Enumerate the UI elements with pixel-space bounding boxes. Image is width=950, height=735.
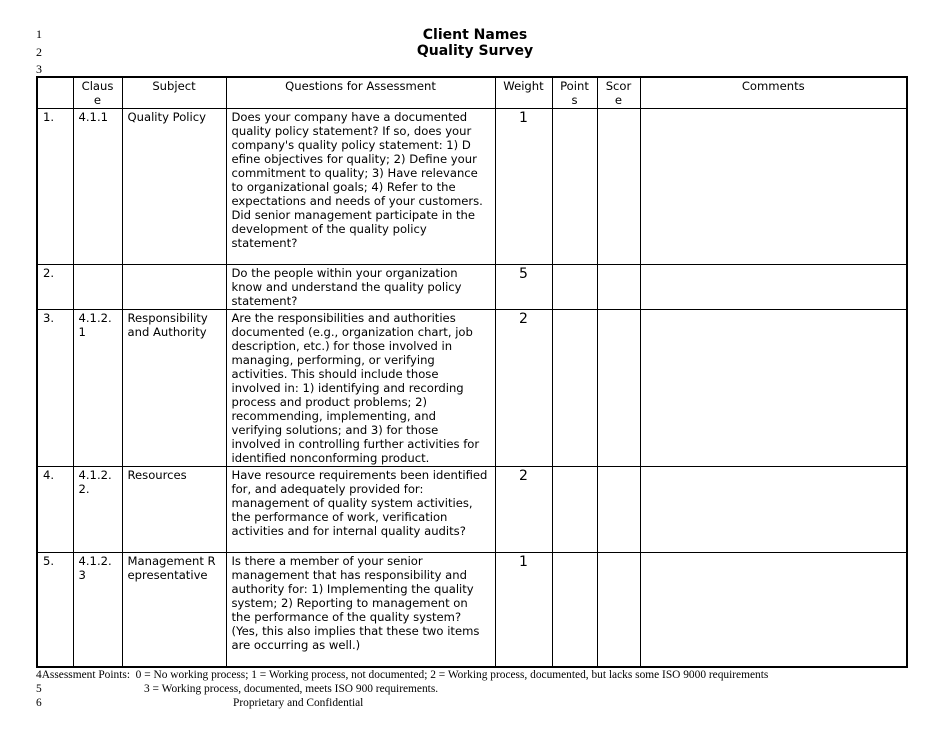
col-header-points: Points <box>552 77 597 109</box>
row-points[interactable] <box>552 467 597 553</box>
document-title: Client Names <box>422 27 528 43</box>
row-score[interactable] <box>597 310 640 467</box>
col-header-subject: Subject <box>122 77 226 109</box>
row-question: Are the responsibilities and authorities documented (e.g., organization chart, job description, etc.) for those involved in managing, performing, or verifying activities. This should include those involved in: 1) identifying and recording process and product problems; 2) recommending, implementing, and verifying solutions; and 3) for those involved in controlling further activities for identified nonconforming product. <box>226 310 495 467</box>
row-subject: Quality Policy <box>122 109 226 265</box>
row-number: 3. <box>37 310 73 467</box>
row-weight: 1 <box>495 109 552 265</box>
row-comments[interactable] <box>640 109 907 265</box>
row-weight: 1 <box>495 553 552 667</box>
row-weight: 2 <box>495 310 552 467</box>
row-subject: Management Representative <box>122 553 226 667</box>
row-score[interactable] <box>597 265 640 310</box>
row-score[interactable] <box>597 553 640 667</box>
row-comments[interactable] <box>640 265 907 310</box>
row-clause <box>73 265 122 310</box>
row-weight: 2 <box>495 467 552 553</box>
row-comments[interactable] <box>640 553 907 667</box>
col-header-number <box>37 77 73 109</box>
table-header-row <box>37 77 907 109</box>
footer-line-6 <box>36 696 364 710</box>
document-subtitle: Quality Survey <box>416 43 534 59</box>
row-points[interactable] <box>552 109 597 265</box>
line-number-2: 2 <box>36 45 42 59</box>
line-number-6: 6 <box>36 697 42 709</box>
line-number-5: 5 <box>36 683 42 695</box>
row-comments[interactable] <box>640 310 907 467</box>
footer-line-5 <box>36 682 439 696</box>
row-question: Have resource requirements been identified for, and adequately provided for: management of quality system activities, the performance of work, verification activities and for internal quality audits? <box>226 467 495 553</box>
row-number: 5. <box>37 553 73 667</box>
row-score[interactable] <box>597 109 640 265</box>
col-header-clause: Clause <box>73 77 122 109</box>
row-question: Does your company have a documented quality policy statement? If so, does your company's quality policy statement: 1) D efine objectives for quality; 2) Define your commitment to quality; 3) Have relevance to organizational goals; 4) Refer to the expectations and needs of your customers. Did senior management participate in the development of the quality policy statement? <box>226 109 495 265</box>
table-row <box>37 265 907 310</box>
row-points[interactable] <box>552 310 597 467</box>
col-header-comments: Comments <box>640 77 907 109</box>
row-question: Is there a member of your senior management that has responsibility and authority for: 1) Implementing the quality system; 2) Reporting to management on the performance of the quality system? (Yes, this also implies that these two items are occurring as well.) <box>226 553 495 667</box>
row-subject: Responsibility and Authority <box>122 310 226 467</box>
row-number: 4. <box>37 467 73 553</box>
row-points[interactable] <box>552 553 597 667</box>
confidentiality-notice: Proprietary and Confidential <box>233 697 364 709</box>
assessment-points-legend-continued: 3 = Working process, documented, meets ISO 900 requirements. <box>144 683 439 695</box>
row-clause: 4.1.1 <box>73 109 122 265</box>
table-row <box>37 310 907 467</box>
col-header-question: Questions for Assessment <box>226 77 495 109</box>
row-points[interactable] <box>552 265 597 310</box>
footer-line-4 <box>36 668 768 682</box>
col-header-score: Score <box>597 77 640 109</box>
line-number-4: 4 <box>36 669 42 681</box>
row-question: Do the people within your organization know and understand the quality policy statement? <box>226 265 495 310</box>
row-number: 1. <box>37 109 73 265</box>
col-header-weight: Weight <box>495 77 552 109</box>
row-number: 2. <box>37 265 73 310</box>
line-number-3: 3 <box>36 62 42 76</box>
row-clause: 4.1.2.2. <box>73 467 122 553</box>
table-row <box>37 109 907 265</box>
table-row <box>37 553 907 667</box>
row-comments[interactable] <box>640 467 907 553</box>
assessment-points-legend: Assessment Points: 0 = No working process; 1 = Working process, not documented; 2 = Working process, documented, but lacks some ISO 9000 requirements <box>41 669 769 681</box>
row-weight: 5 <box>495 265 552 310</box>
row-clause: 4.1.2.3 <box>73 553 122 667</box>
row-score[interactable] <box>597 467 640 553</box>
table-row <box>37 467 907 553</box>
quality-survey-table <box>36 76 908 668</box>
row-clause: 4.1.2.1 <box>73 310 122 467</box>
row-subject <box>122 265 226 310</box>
row-subject: Resources <box>122 467 226 553</box>
line-number-1: 1 <box>36 27 42 41</box>
